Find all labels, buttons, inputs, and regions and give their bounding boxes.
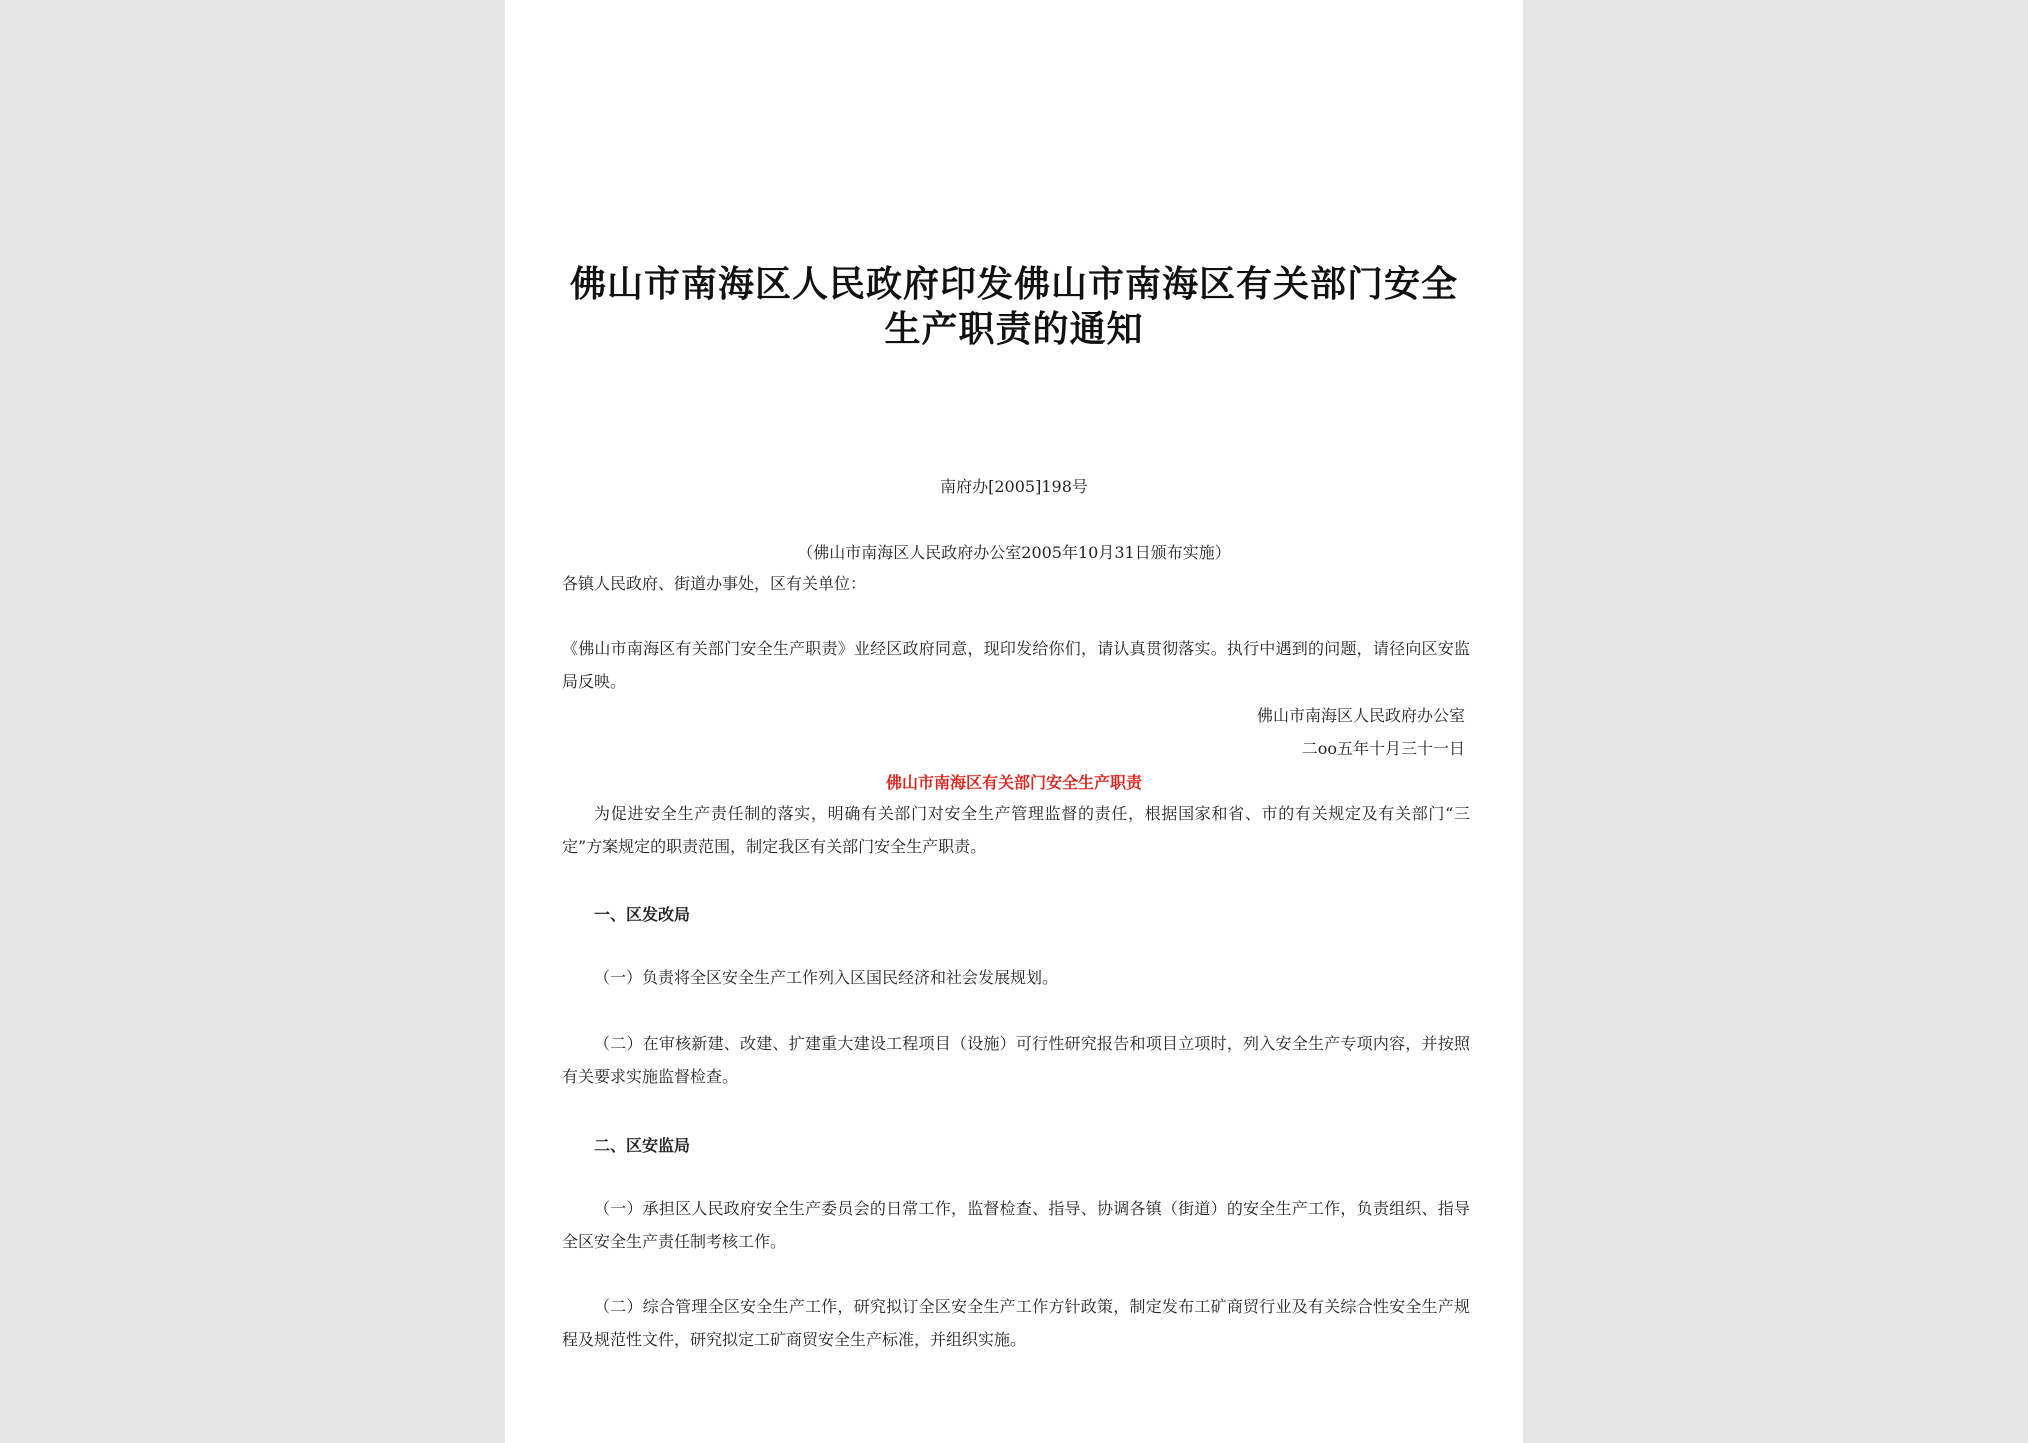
- section-heading-2: 二、区安监局: [594, 1136, 691, 1155]
- addressee: 各镇人民政府、街道办事处，区有关单位：: [562, 574, 867, 593]
- annex-title: 佛山市南海区有关部门安全生产职责: [885, 773, 1142, 792]
- section-1-item-2: （二）在审核新建、改建、扩建重大建设工程项目（设施）可行性研究报告和项目立项时，列入安全生产专项内容，并按照有关要求实施监督检查。: [562, 1034, 1470, 1086]
- section-2-item-2: （二）综合管理全区安全生产工作，研究拟订全区安全生产工作方针政策，制定发布工矿商贸行业及有关综合性安全生产规程及规范性文件，研究拟定工矿商贸安全生产标准，并组织实施。: [562, 1297, 1470, 1349]
- section-heading-1: 一、区发改局: [594, 905, 691, 924]
- section-2-item-1: （一）承担区人民政府安全生产委员会的日常工作，监督检查、指导、协调各镇（街道）的安全生产工作，负责组织、指导全区安全生产责任制考核工作。: [562, 1199, 1470, 1251]
- signatory: 佛山市南海区人民政府办公室: [1256, 706, 1465, 725]
- title-line-1: 佛山市南海区人民政府印发佛山市南海区有关部门安全: [569, 263, 1458, 305]
- title-line-2: 生产职责的通知: [884, 308, 1144, 350]
- intro-paragraph: 《佛山市南海区有关部门安全生产职责》业经区政府同意，现印发给你们，请认真贯彻落实。执行中遇到的问题，请径向区安监局反映。: [562, 639, 1470, 691]
- preamble-paragraph: 为促进安全生产责任制的落实，明确有关部门对安全生产管理监督的责任，根据国家和省、市的有关规定及有关部门“三定”方案规定的职责范围，制定我区有关部门安全生产职责。: [562, 804, 1470, 856]
- section-1-item-1: （一）负责将全区安全生产工作列入区国民经济和社会发展规划。: [594, 968, 1059, 987]
- sign-date: 二oo五年十月三十一日: [1301, 739, 1465, 758]
- issued-note: （佛山市南海区人民政府办公室2005年10月31日颁布实施）: [797, 543, 1231, 562]
- document-title: [565, 262, 1463, 352]
- document-number: 南府办[2005]198号: [940, 477, 1088, 496]
- document-page: [505, 0, 1523, 1443]
